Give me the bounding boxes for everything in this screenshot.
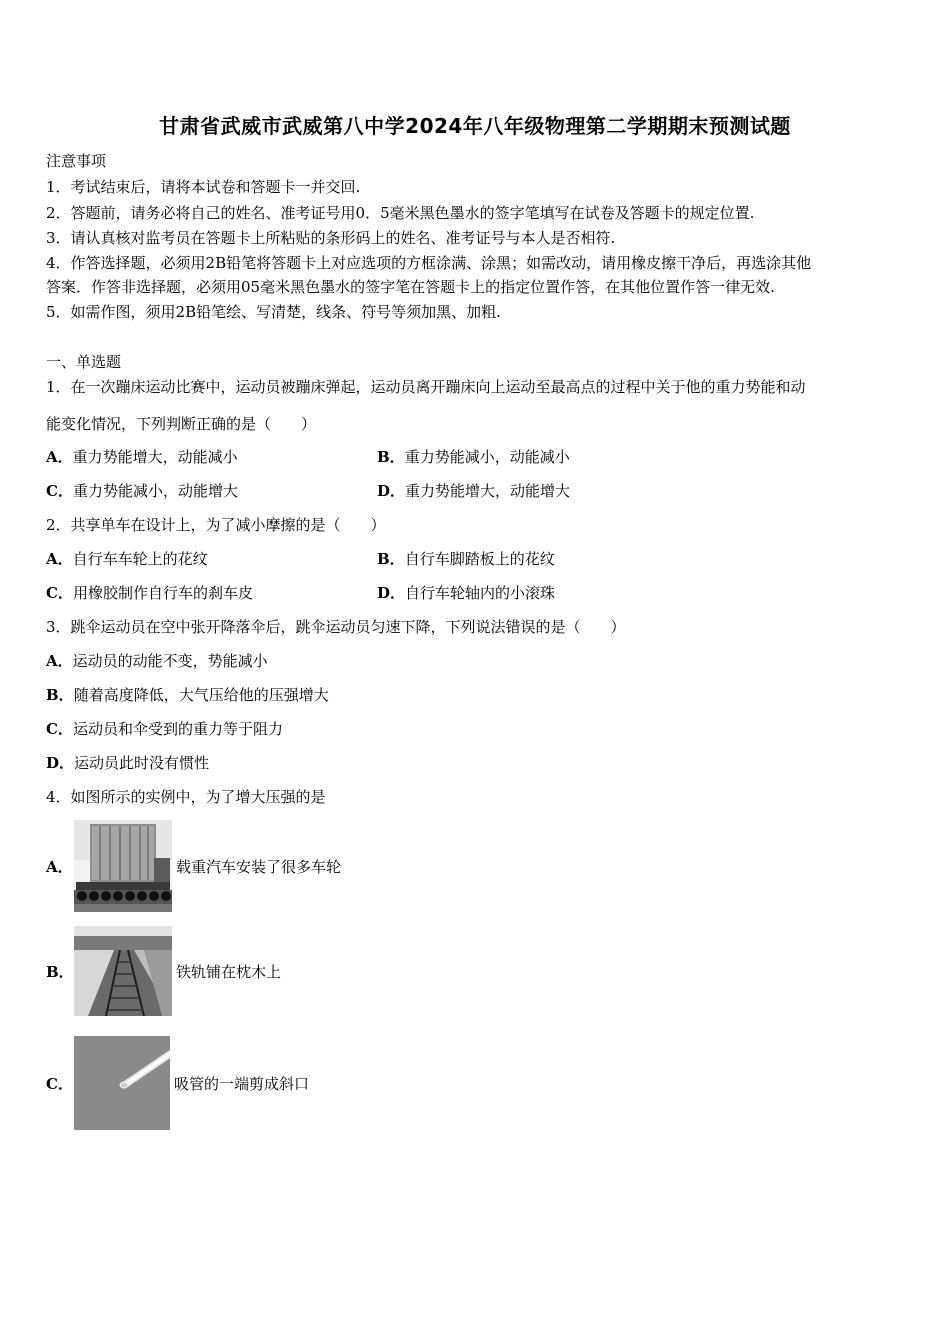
q1-option-d-label: D． [377,482,406,500]
q3-option-a [46,651,268,671]
railway-track-image [74,926,172,1016]
q2-stem: 2．共享单车在设计上，为了减小摩擦的是（ ） [46,516,386,534]
q4-option-c [46,1036,309,1130]
q1-option-a-label: A． [46,448,73,466]
q1-stem-line2: 能变化情况，下列判断正确的是（ ） [46,415,317,433]
q4-option-b [46,926,281,1016]
q4-option-c-text: 吸管的一端剪成斜口 [174,1074,310,1093]
q1-option-d [377,481,570,501]
q3-option-d-text: 运动员此时没有惯性 [74,754,210,772]
q2-option-a-text: 自行车车轮上的花纹 [72,550,208,568]
q3-option-c-label: C． [46,720,73,738]
q2-option-d-text: 自行车轮轴内的小滚珠 [405,584,556,602]
q1-option-c [46,481,238,501]
q1-stem-line1: 1．在一次蹦床运动比赛中，运动员被蹦床弹起，运动员离开蹦床向上运动至最高点的过程中关于他的重力势能和动 [46,378,806,396]
q2-option-b [377,549,555,569]
q2-option-c [46,583,253,603]
q4-option-a-text: 载重汽车安装了很多车轮 [176,857,342,876]
q3-option-d-label: D． [46,754,75,772]
q2-option-d-label: D． [377,584,406,602]
q3-option-b-text: 随着高度降低，大气压给他的压强增大 [73,686,329,704]
notice-item-1: 1．考试结束后，请将本试卷和答题卡一并交回. [46,178,361,196]
straw-image [74,1036,170,1130]
q4-option-c-label: C． [46,1074,73,1093]
q4-option-a-label: A． [46,857,73,876]
q3-option-b [46,685,329,705]
q1-option-b-text: 重力势能减小，动能减小 [404,448,570,466]
q2-option-b-label: B． [377,550,405,568]
notice-item-4: 4．作答选择题，必须用2B铅笔将答题卡上对应选项的方框涂满、涂黑；如需改动，请用橡皮擦干净后，再选涂其他 [46,254,812,272]
q3-option-c-text: 运动员和伞受到的重力等于阻力 [72,720,283,738]
q1-option-d-text: 重力势能增大，动能增大 [405,482,571,500]
q3-option-d [46,753,209,773]
q3-option-b-label: B． [46,686,74,704]
notice-item-4-cont: 答案．作答非选择题，必须用05毫米黑色墨水的签字笔在答题卡上的指定位置作答，在其他位置作答一律无效. [46,278,775,296]
section-heading: 一、单选题 [46,353,122,371]
notice-item-2: 2．答题前，请务必将自己的姓名、准考证号用0．5毫米黑色墨水的签字笔填写在试卷及答题卡的规定位置. [46,204,755,222]
q1-option-c-text: 重力势能减小，动能增大 [72,482,238,500]
q2-option-b-text: 自行车脚踏板上的花纹 [404,550,555,568]
q4-stem: 4．如图所示的实例中，为了增大压强的是 [46,788,326,806]
q1-option-c-label: C． [46,482,73,500]
q4-option-b-text: 铁轨铺在枕木上 [176,962,282,981]
q2-option-c-text: 用橡胶制作自行车的刹车皮 [72,584,253,602]
q1-option-a [46,447,238,467]
q3-option-a-text: 运动员的动能不变，势能减小 [72,652,268,670]
q4-option-a [46,820,341,912]
q1-option-a-text: 重力势能增大，动能减小 [72,448,238,466]
heavy-truck-image [74,820,172,912]
notice-item-3: 3．请认真核对监考员在答题卡上所粘贴的条形码上的姓名、准考证号与本人是否相符. [46,229,616,247]
q3-stem: 3．跳伞运动员在空中张开降落伞后，跳伞运动员匀速下降，下列说法错误的是（ ） [46,618,626,636]
page-title: 甘肃省武威市武威第八中学2024年八年级物理第二学期期末预测试题 [159,114,791,138]
q1-option-b-label: B． [377,448,405,466]
q2-option-c-label: C． [46,584,73,602]
q4-option-b-label: B． [46,962,74,981]
q1-option-b [377,447,570,467]
q3-option-a-label: A． [46,652,73,670]
notice-heading: 注意事项 [46,152,107,170]
q2-option-a-label: A． [46,550,73,568]
q2-option-d [377,583,555,603]
q2-option-a [46,549,208,569]
q3-option-c [46,719,283,739]
notice-item-5: 5．如需作图，须用2B铅笔绘、写清楚，线条、符号等须加黑、加粗. [46,303,501,321]
